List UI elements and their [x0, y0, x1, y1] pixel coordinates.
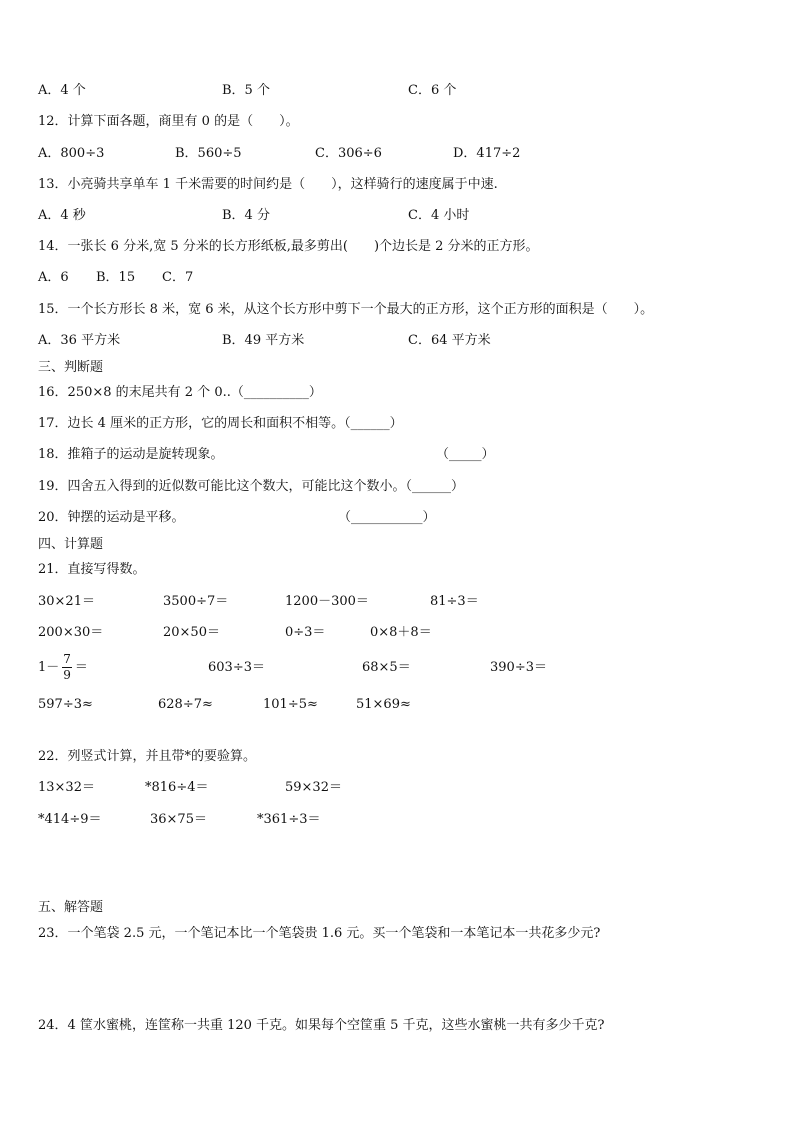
q21-r3-c4: 390÷3＝ [490, 660, 547, 675]
section-4-heading: 四、计算题 [38, 537, 104, 552]
q13-option-c: C．4 小时 [408, 208, 470, 223]
fraction-denominator: 9 [63, 668, 71, 682]
q12-stem: 12．计算下面各题，商里有 0 的是（ ）。 [38, 114, 299, 129]
q15-option-c: C．64 平方米 [408, 333, 491, 348]
q23: 23．一个笔袋 2.5 元，一个笔记本比一个笔袋贵 1.6 元。买一个笔袋和一本笔记本一共花多少元? [38, 926, 601, 941]
q18-blank: （_____） [436, 447, 495, 462]
fraction [62, 652, 72, 683]
q21-r1-c4: 81÷3＝ [430, 594, 479, 609]
q11-option-a: A．4 个 [38, 83, 86, 98]
q22-stem: 22．列竖式计算，并且带*的要验算。 [38, 749, 257, 764]
q13-option-a: A．4 秒 [38, 208, 86, 223]
q21-r4-c1: 597÷3≈ [38, 697, 93, 712]
q16: 16．250×8 的末尾共有 2 个 0..（__________） [38, 385, 322, 400]
q11-option-b: B．5 个 [222, 83, 270, 98]
q14-option-c: C．7 [162, 270, 194, 285]
q15-option-b: B．49 平方米 [222, 333, 305, 348]
q21-r4-c4: 51×69≈ [356, 697, 411, 712]
q15-option-a: A．36 平方米 [38, 333, 121, 348]
q14-option-a: A．6 [38, 270, 69, 285]
q22-r2-c2: 36×75＝ [150, 812, 207, 827]
q22-r1-c3: 59×32＝ [285, 780, 342, 795]
q21-r2-c3: 0÷3＝ [285, 625, 326, 640]
q12-option-a: A．800÷3 [38, 146, 105, 161]
q20-blank: （___________） [338, 510, 436, 525]
fraction-suffix: ＝ [74, 660, 88, 675]
q22-r1-c1: 13×32＝ [38, 780, 95, 795]
q13-option-b: B．4 分 [222, 208, 270, 223]
fraction-prefix: 1－ [38, 660, 60, 675]
q18-stem: 18．推箱子的运动是旋转现象。 [38, 447, 224, 462]
q21-r4-c2: 628÷7≈ [158, 697, 213, 712]
q17: 17．边长 4 厘米的正方形，它的周长和面积不相等。（______） [38, 416, 403, 431]
q12-option-b: B．560÷5 [175, 146, 242, 161]
q21-stem: 21．直接写得数。 [38, 562, 146, 577]
q21-r3-c2: 603÷3＝ [208, 660, 265, 675]
q21-r2-c1: 200×30＝ [38, 625, 104, 640]
q21-r1-c2: 3500÷7＝ [163, 594, 229, 609]
q12-option-d: D．417÷2 [453, 146, 521, 161]
q12-option-c: C．306÷6 [315, 146, 382, 161]
q21-r2-c2: 20×50＝ [163, 625, 220, 640]
q11-option-c: C．6 个 [408, 83, 457, 98]
q21-r1-c1: 30×21＝ [38, 594, 95, 609]
q21-r3-c3: 68×5＝ [362, 660, 411, 675]
fraction-numerator: 7 [63, 652, 71, 666]
q20-stem: 20．钟摆的运动是平移。 [38, 510, 185, 525]
q15-stem: 15．一个长方形长 8 米，宽 6 米，从这个长方形中剪下一个最大的正方形，这个正方形的面积是（ ）。 [38, 302, 654, 317]
q19: 19．四舍五入得到的近似数可能比这个数大，可能比这个数小。（______） [38, 479, 465, 494]
q22-r2-c1: *414÷9＝ [38, 812, 102, 827]
q22-r2-c3: *361÷3＝ [257, 812, 321, 827]
q22-r1-c2: *816÷4＝ [145, 780, 209, 795]
q21-r2-c4: 0×8＋8＝ [370, 625, 432, 640]
section-5-heading: 五、解答题 [38, 900, 104, 915]
section-3-heading: 三、判断题 [38, 360, 104, 375]
q21-r4-c3: 101÷5≈ [263, 697, 318, 712]
q24: 24．4 筐水蜜桃，连筐称一共重 120 千克。如果每个空筐重 5 千克，这些水蜜桃一共有多少千克? [38, 1018, 605, 1033]
q13-stem: 13．小亮骑共享单车 1 千米需要的时间约是（ ），这样骑行的速度属于中速. [38, 177, 498, 192]
q21-r1-c3: 1200－300＝ [285, 594, 369, 609]
q14-option-b: B．15 [96, 270, 136, 285]
q14-stem: 14．一张长 6 分米,宽 5 分米的长方形纸板,最多剪出( )个边长是 2 分米的正方形。 [38, 239, 539, 254]
q21-fraction-expression [38, 652, 88, 684]
